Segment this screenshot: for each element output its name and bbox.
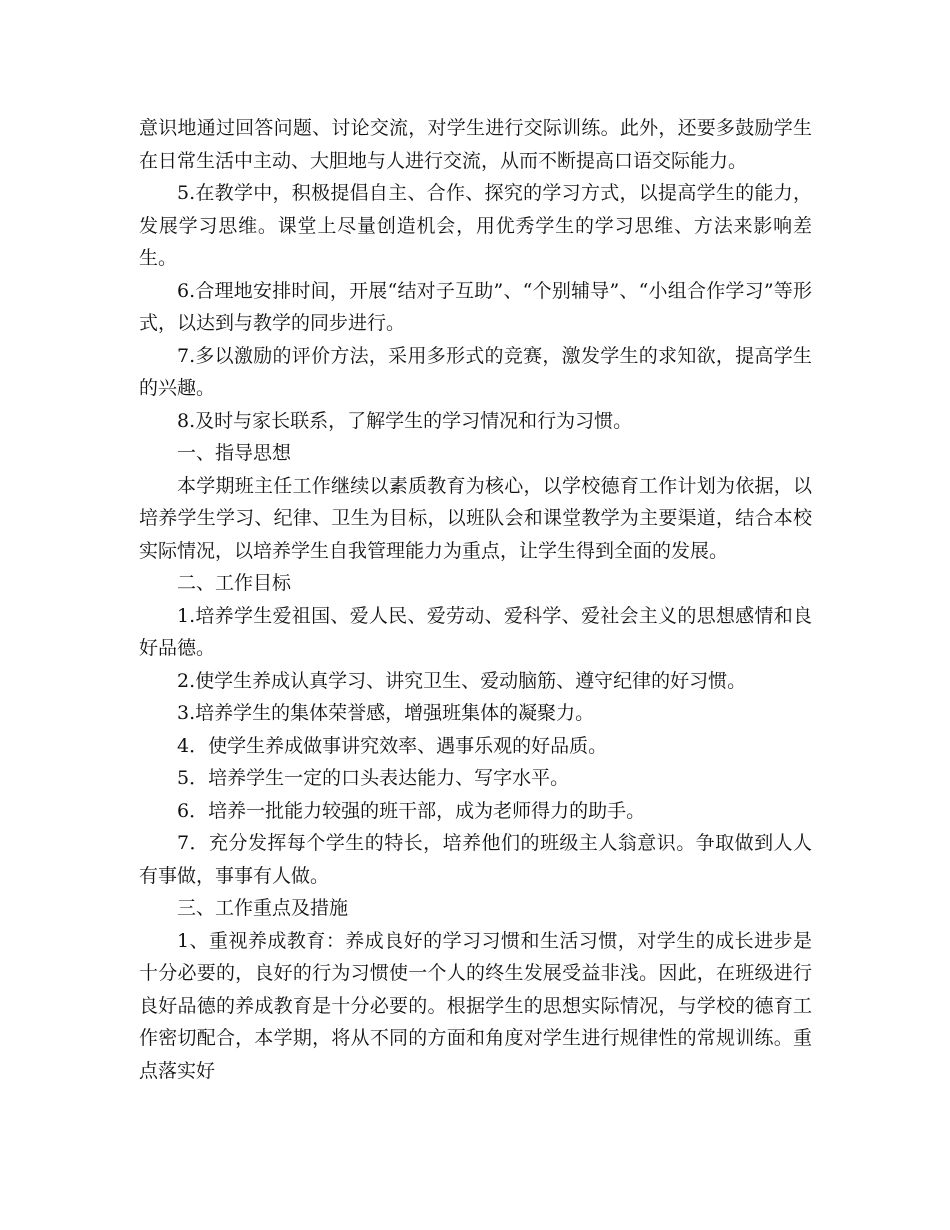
goal-item-2: 2.使学生养成认真学习、讲究卫生、爱动脑筋、遵守纪律的好习惯。 <box>177 669 747 692</box>
paragraph-intro-continuation: 意识地通过回答问题、讨论交流，对学生进行交际训练。此外，还要多鼓励学生在日常生活中主动、大胆地与人进行交流，从而不断提高口语交际能力。 <box>139 117 812 172</box>
paragraph-item-6: 6.合理地安排时间，开展“结对子互助”、“个别辅导”、“小组合作学习”等形式，以达到与教学的同步进行。 <box>139 279 812 334</box>
goal-item-5: 5．培养学生一定的口头表达能力、写字水平。 <box>177 767 570 789</box>
goal-item-6: 6．培养一批能力较强的班干部，成为老师得力的助手。 <box>177 799 646 822</box>
section-heading-guiding-thought: 一、指导思想 <box>177 442 292 464</box>
document-body <box>139 112 812 1087</box>
paragraph-item-7: 7.多以激励的评价方法，采用多形式的竞赛，激发学生的求知欲，提高学生的兴趣。 <box>139 344 812 399</box>
paragraph-guiding-thought: 本学期班主任工作继续以素质教育为核心，以学校德育工作计划为依据，以培养学生学习、纪律、卫生为目标，以班队会和课堂教学为主要渠道，结合本校实际情况，以培养学生自我管理能力为重点，让学生得到全面的发展。 <box>139 474 812 562</box>
paragraph-item-5: 5.在教学中，积极提倡自主、合作、探究的学习方式，以提高学生的能力，发展学习思维。课堂上尽量创造机会，用优秀学生的学习思维、方法来影响差生。 <box>139 182 812 269</box>
section-heading-work-goals: 二、工作目标 <box>177 572 292 594</box>
measure-item-1: 1、重视养成教育：养成良好的学习习惯和生活习惯，对学生的成长进步是十分必要的，良好的行为习惯使一个人的终生发展受益非浅。因此，在班级进行良好品德的养成教育是十分必要的。根据学生的思想实际情况，与学校的德育工作密切配合，本学期，将从不同的方面和角度对学生进行规律性的常规训练。重点落实好 <box>139 929 812 1082</box>
goal-item-3: 3.培养学生的集体荣誉感，增强班集体的凝聚力。 <box>177 702 595 724</box>
goal-item-7: 7．充分发挥每个学生的特长，培养他们的班级主人翁意识。争取做到人人有事做，事事有人做。 <box>139 832 812 887</box>
section-heading-key-measures: 三、工作重点及措施 <box>177 897 349 919</box>
paragraph-item-8: 8.及时与家长联系，了解学生的学习情况和行为习惯。 <box>177 409 633 432</box>
goal-item-4: 4．使学生养成做事讲究效率、遇事乐观的好品质。 <box>177 734 608 757</box>
goal-item-1: 1.培养学生爱祖国、爱人民、爱劳动、爱科学、爱社会主义的思想感情和良好品德。 <box>139 604 812 659</box>
